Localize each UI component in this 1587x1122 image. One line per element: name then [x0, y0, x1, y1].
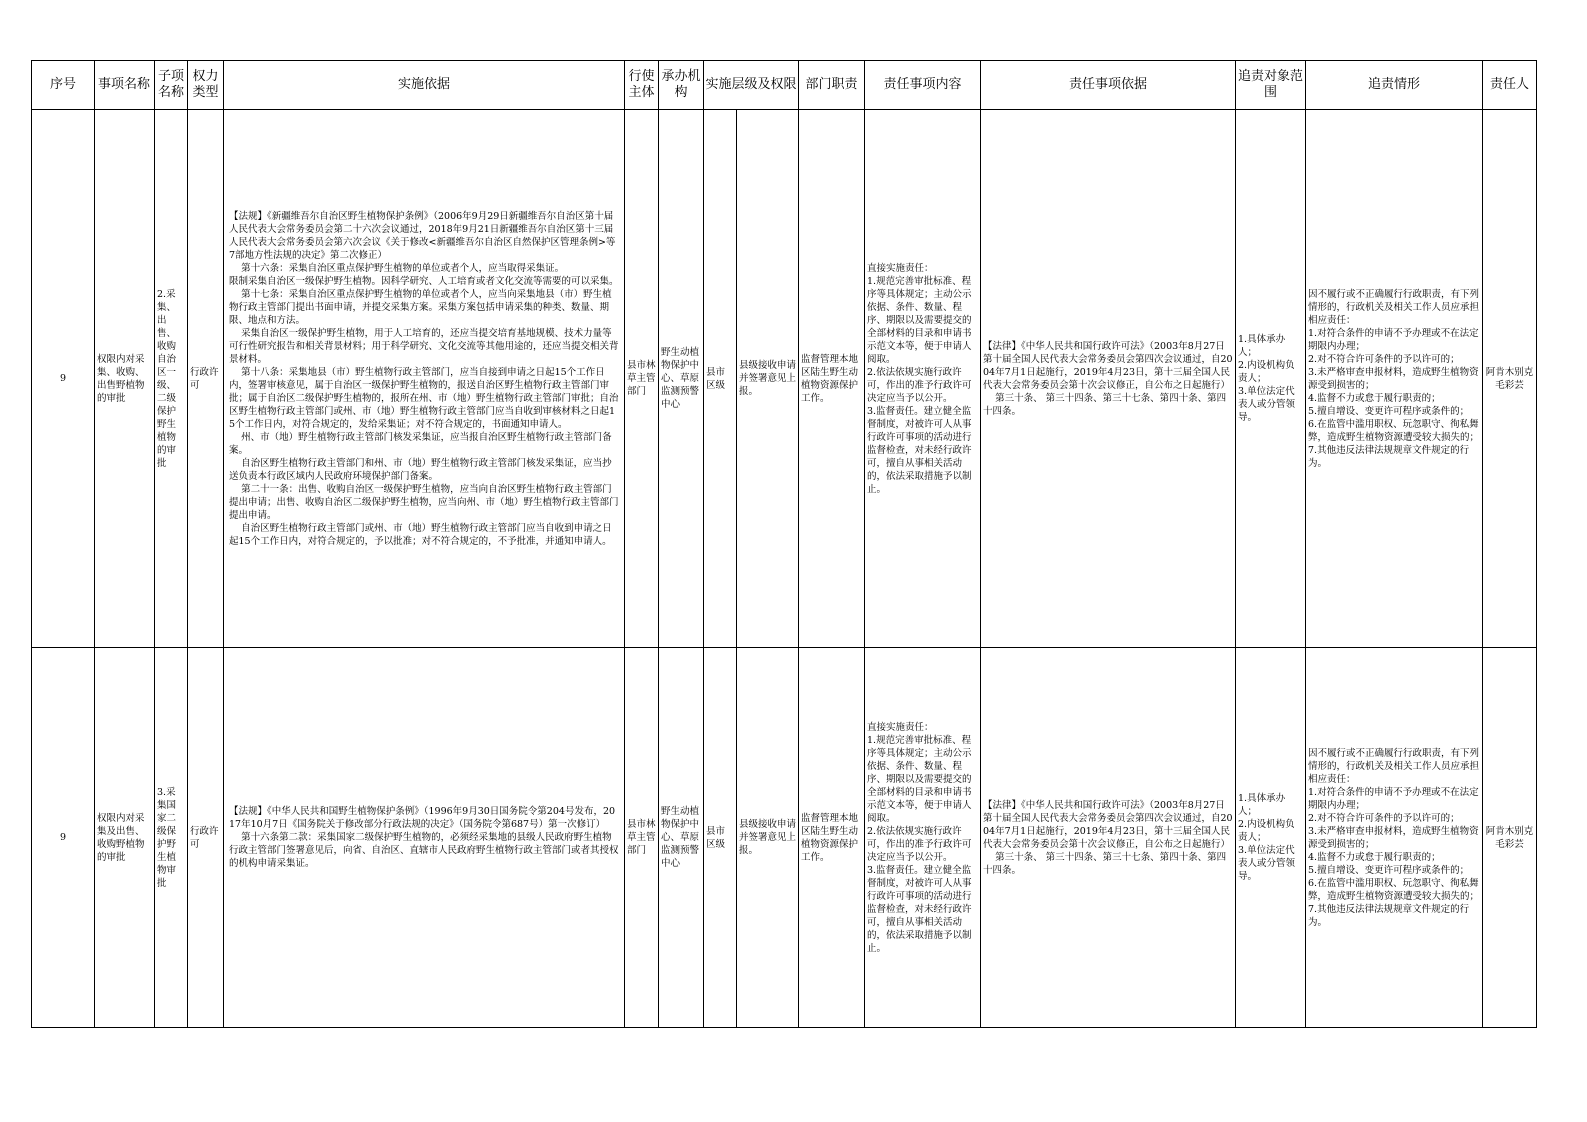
- cell-account-cases: 因不履行或不正确履行行政职责，有下列情形的，行政机关及相关工作人员应承担相应责任： 1.对符合条件的申请不予办理或不在法定期限内办理； 2.对不符合许可条件的予以许可的； 3.未严格审查申报材料，造成野生植物资源受到损害的； 4.监督不力或怠于履行职责的； 5.擅自增设、变更许可程序或条件的； 6.在监管中滥用职权、玩忽职守、徇私舞弊，造成野生植物资源遭受较大损失的； 7.其他违反法律法规规章文件规定的行为。: [1306, 110, 1483, 648]
- cell-account-scope: 1.具体承办人； 2.内设机构负责人； 3.单位法定代表人或分管领导。: [1236, 648, 1306, 1028]
- header-account-scope: 追责对象范围: [1236, 61, 1306, 110]
- basis-paragraph: 第十七条：采集自治区重点保护野生植物的单位或者个人，应当向采集地县（市）野生植物行政主管部门提出书面申请，并提交采集方案。采集方案包括申请采集的种类、数量、期限、地点和方法。: [229, 288, 612, 326]
- cell-power-type: 行政许可: [188, 648, 224, 1028]
- header-basis: 实施依据: [224, 61, 625, 110]
- header-item-name: 事项名称: [95, 61, 155, 110]
- cell-seq: 9: [32, 648, 95, 1028]
- cell-sub-item: 3.采集国家二级保护野生植物审批: [155, 648, 188, 1028]
- basis-paragraph: 第十八条：采集地县（市）野生植物行政主管部门，应当自接到申请之日起15个工作日内，签署审核意见，属于自治区一级保护野生植物的，报送自治区野生植物行政主管部门审批；属于自治区二级保护野生植物的，报所在州、市（地）野生植物行政主管部门审批；自治区野生植物行政主管部门或州、市（地）野生植物行政主管部门应当自收到审核材料之日起15个工作日内，对符合规定的，发给采集证；对不符合规定的，书面通知申请人。: [229, 366, 619, 430]
- cell-authority: 县级接收申请并签署意见上报。: [737, 110, 799, 648]
- cell-account-scope: 1.具体承办人； 2.内设机构负责人； 3.单位法定代表人或分管领导。: [1236, 110, 1306, 648]
- cell-resp-content: 直接实施责任： 1.规范完善审批标准、程序等具体规定；主动公示依据、条件、数量、程序、期限以及需要提交的全部材料的目录和申请书示范文本等，便于申请人阅取。 2.依法依规实施行政许可，作出的准予行政许可决定应当予以公开。 3.监督责任。建立健全监督制度，对被许可人从事行政许可事项的活动进行监督检查，对未经行政许可，擅自从事相关活动的，依法采取措施予以制止。: [865, 110, 981, 648]
- basis-paragraph: 第二十一条：出售、收购自治区一级保护野生植物，应当向自治区野生植物行政主管部门提出申请；出售、收购自治区二级保护野生植物，应当向州、市（地）野生植物行政主管部门提出申请。: [229, 483, 619, 521]
- basis-paragraph: 自治区野生植物行政主管部门和州、市（地）野生植物行政主管部门核发采集证，应当抄送负责本行政区域内人民政府环境保护部门备案。: [229, 457, 612, 482]
- basis-paragraph: 第十六条第二款：采集国家二级保护野生植物的，必须经采集地的县级人民政府野生植物行政主管部门签署意见后，向省、自治区、直辖市人民政府野生植物行政主管部门或者其授权的机构申请采集证。: [229, 832, 619, 869]
- responsibility-table: [31, 60, 1537, 1028]
- header-level: 实施层级及权限: [704, 61, 799, 110]
- cell-authority: 县级接收申请并签署意见上报。: [737, 648, 799, 1028]
- header-account-cases: 追责情形: [1306, 61, 1483, 110]
- basis-paragraph: 自治区野生植物行政主管部门或州、市（地）野生植物行政主管部门应当自收到申请之日起15个工作日内，对符合规定的，予以批准；对不符合规定的，不予批准，并通知申请人。: [229, 522, 612, 547]
- cell-person: 阿肯木别克毛彩芸: [1483, 110, 1537, 648]
- cell-agency: 野生动植物保护中心、草原监测预警中心: [659, 110, 704, 648]
- cell-power-type: 行政许可: [188, 110, 224, 648]
- cell-sub-item: 2.采集、出售、收购自治区一级、二级保护野生植物的审批: [155, 110, 188, 648]
- cell-subject: 县市林草主管部门: [625, 110, 659, 648]
- cell-duty: 监督管理本地区陆生野生动植物资源保护工作。: [799, 110, 865, 648]
- header-resp-content: 责任事项内容: [865, 61, 981, 110]
- cell-duty: 监督管理本地区陆生野生动植物资源保护工作。: [799, 648, 865, 1028]
- cell-item-name: 权限内对采集、收购、出售野植物的审批: [95, 110, 155, 648]
- cell-resp-basis: 【法律】《中华人民共和国行政许可法》（2003年8月27日第十届全国人民代表大会常务委员会第四次会议通过，自2004年7月1日起施行，2019年4月23日，第十三届全国人民代表大会常务委员会第十次会议修正，自公布之日起施行） 第三十条、 第三十四条、第三十七条、第四十条、第四十四条。: [981, 648, 1236, 1028]
- header-sub-item: 子项名称: [155, 61, 188, 110]
- cell-seq: 9: [32, 110, 95, 648]
- cell-resp-basis: 【法律】《中华人民共和国行政许可法》（2003年8月27日第十届全国人民代表大会常务委员会第四次会议通过，自2004年7月1日起施行，2019年4月23日，第十三届全国人民代表大会常务委员会第十次会议修正，自公布之日起施行） 第三十条、 第三十四条、第三十七条、第四十条、第四十四条。: [981, 110, 1236, 648]
- cell-basis: [224, 110, 625, 648]
- basis-paragraph: 【法规】《新疆维吾尔自治区野生植物保护条例》（2006年9月29日新疆维吾尔自治区第十届人民代表大会常务委员会第二十六次会议通过，2018年9月21日新疆维吾尔自治区第十三届人民代表大会常务委员会第六次会议《关于修改<新疆维吾尔自治区自然保护区管理条例>等7部地方性法规的决定》第二次修正）: [229, 210, 616, 261]
- table-row: [32, 648, 1537, 1028]
- cell-agency: 野生动植物保护中心、草原监测预警中心: [659, 648, 704, 1028]
- header-seq: 序号: [32, 61, 95, 110]
- header-agency: 承办机构: [659, 61, 704, 110]
- basis-paragraph: 限制采集自治区一级保护野生植物。因科学研究、人工培育或者文化交流等需要的可以采集。: [229, 275, 619, 287]
- basis-paragraph: 州、市（地）野生植物行政主管部门核发采集证，应当报自治区野生植物行政主管部门备案。: [229, 431, 612, 456]
- cell-subject: 县市林草主管部门: [625, 648, 659, 1028]
- cell-level: 县市区级: [704, 648, 737, 1028]
- cell-level: 县市区级: [704, 110, 737, 648]
- header-duty: 部门职责: [799, 61, 865, 110]
- cell-item-name: 权限内对采集及出售、收购野植物的审批: [95, 648, 155, 1028]
- table-header-row: [32, 61, 1537, 110]
- basis-paragraph: 第十六条：采集自治区重点保护野生植物的单位或者个人，应当取得采集证。: [229, 262, 565, 274]
- header-power-type: 权力类型: [188, 61, 224, 110]
- cell-person: 阿肯木别克毛彩芸: [1483, 648, 1537, 1028]
- cell-account-cases: 因不履行或不正确履行行政职责，有下列情形的，行政机关及相关工作人员应承担相应责任： 1.对符合条件的申请不予办理或不在法定期限内办理； 2.对不符合许可条件的予以许可的； 3.未严格审查申报材料，造成野生植物资源受到损害的； 4.监督不力或怠于履行职责的； 5.擅自增设、变更许可程序或条件的； 6.在监管中滥用职权、玩忽职守、徇私舞弊，造成野生植物资源遭受较大损失的； 7.其他违反法律法规规章文件规定的行为。: [1306, 648, 1483, 1028]
- header-resp-basis: 责任事项依据: [981, 61, 1236, 110]
- basis-paragraph: 采集自治区一级保护野生植物，用于人工培育的，还应当提交培育基地规模、技术力量等可行性研究报告和相关背景材料；用于科学研究、文化交流等其他用途的，还应当提交相关背景材料。: [229, 327, 619, 365]
- cell-resp-content: 直接实施责任： 1.规范完善审批标准、程序等具体规定；主动公示依据、条件、数量、程序、期限以及需要提交的全部材料的目录和申请书示范文本等，便于申请人阅取。 2.依法依规实施行政许可，作出的准予行政许可决定应当予以公开。 3.监督责任。建立健全监督制度，对被许可人从事行政许可事项的活动进行监督检查，对未经行政许可，擅自从事相关活动的，依法采取措施予以制止。: [865, 648, 981, 1028]
- cell-basis: [224, 648, 625, 1028]
- basis-paragraph: 【法规】《中华人民共和国野生植物保护条例》（1996年9月30日国务院令第204号发布，2017年10月7日《国务院关于修改部分行政法规的决定》（国务院令第687号）第一次修订）: [229, 806, 616, 830]
- header-person: 责任人: [1483, 61, 1537, 110]
- header-subject: 行使主体: [625, 61, 659, 110]
- table-row: [32, 110, 1537, 648]
